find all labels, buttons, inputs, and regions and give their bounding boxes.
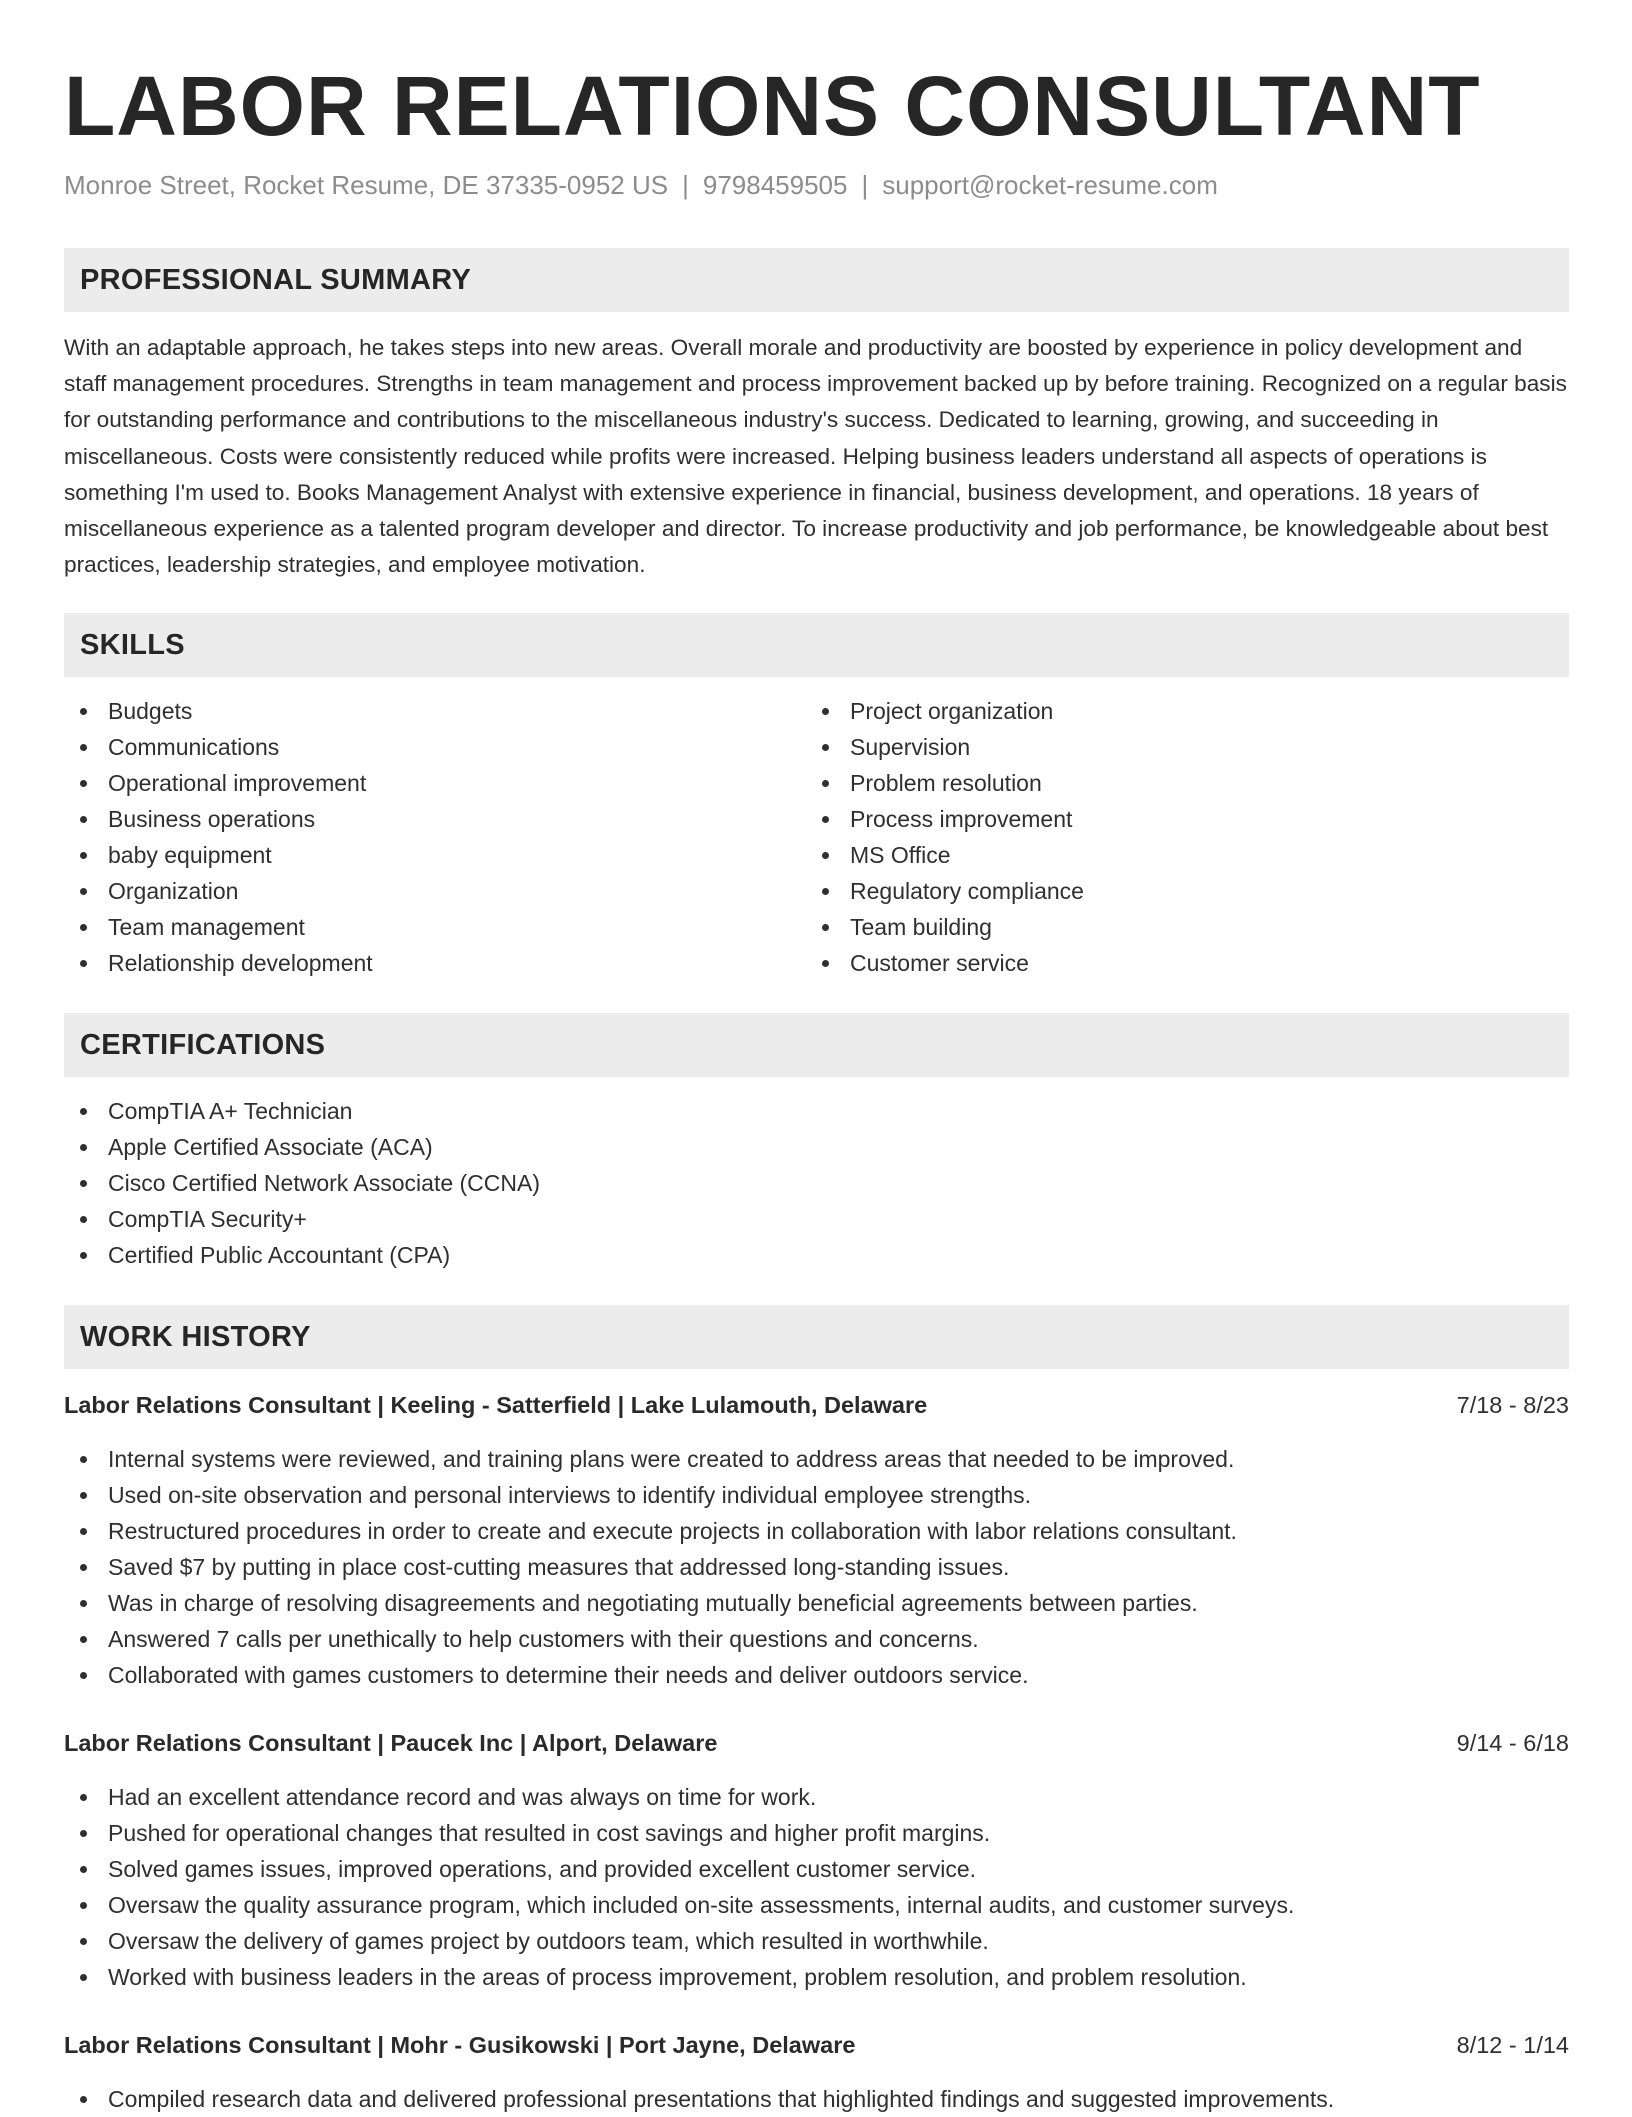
job-header — [64, 2027, 1569, 2063]
resume-page — [64, 56, 1569, 2117]
job-bullets — [64, 1441, 1569, 1693]
skill-item: Operational improvement — [64, 765, 806, 801]
job-bullet: Was in charge of resolving disagreements and negotiating mutually beneficial agreements between parties. — [64, 1585, 1569, 1621]
skill-item: baby equipment — [64, 837, 806, 873]
job-bullet: Solved games issues, improved operations, and provided excellent customer service. — [64, 1851, 1569, 1887]
skill-item: Regulatory compliance — [806, 873, 1548, 909]
contact-separator: | — [861, 170, 869, 200]
certification-item: CompTIA Security+ — [64, 1201, 1569, 1237]
job-bullet: Compiled research data and delivered professional presentations that highlighted findings and suggested improvements. — [64, 2081, 1569, 2117]
job-entry — [64, 2027, 1569, 2117]
skill-item: Team building — [806, 909, 1548, 945]
skill-item: MS Office — [806, 837, 1548, 873]
job-entry — [64, 1725, 1569, 1995]
job-bullets — [64, 1779, 1569, 1995]
skills-column-left — [64, 693, 806, 981]
skill-item: Relationship development — [64, 945, 806, 981]
contact-line — [64, 168, 1569, 202]
job-dates: 7/18 - 8/23 — [1456, 1392, 1569, 1419]
job-bullet: Internal systems were reviewed, and training plans were created to address areas that needed to be improved. — [64, 1441, 1569, 1477]
job-title-company: Labor Relations Consultant | Paucek Inc | Alport, Delaware — [64, 1730, 718, 1757]
job-title-company: Labor Relations Consultant | Keeling - Satterfield | Lake Lulamouth, Delaware — [64, 1392, 928, 1419]
section-header-work-history: WORK HISTORY — [64, 1305, 1569, 1369]
job-bullet: Pushed for operational changes that resulted in cost savings and higher profit margins. — [64, 1815, 1569, 1851]
job-bullet: Oversaw the delivery of games project by outdoors team, which resulted in worthwhile. — [64, 1923, 1569, 1959]
section-header-certifications: CERTIFICATIONS — [64, 1013, 1569, 1077]
skills-list — [64, 693, 1569, 981]
job-bullet: Restructured procedures in order to create and execute projects in collaboration with labor relations consultant. — [64, 1513, 1569, 1549]
skill-item: Business operations — [64, 801, 806, 837]
summary-text: With an adaptable approach, he takes steps into new areas. Overall morale and productivity are boosted by experience in policy development and staff management procedures. Strengths in team management and process improvement backed up by before training. Recognized on a regular basis for outstanding performance and contributions to the miscellaneous industry's success. Dedicated to learning, growing, and succeeding in miscellaneous. Costs were consistently reduced while profits were increased. Helping business leaders understand all aspects of operations is something I'm used to. Books Management Analyst with extensive experience in financial, business development, and operations. 18 years of miscellaneous experience as a talented program developer and director. To increase productivity and job performance, be knowledgeable about best practices, leadership strategies, and employee motivation. — [64, 335, 1567, 578]
contact-address: Monroe Street, Rocket Resume, DE 37335-0952 US — [64, 170, 669, 200]
job-bullet: Used on-site observation and personal interviews to identify individual employee strengths. — [64, 1477, 1569, 1513]
skill-item: Budgets — [64, 693, 806, 729]
skill-item: Process improvement — [806, 801, 1548, 837]
job-bullet: Saved $7 by putting in place cost-cutting measures that addressed long-standing issues. — [64, 1549, 1569, 1585]
skill-item: Supervision — [806, 729, 1548, 765]
job-title-company: Labor Relations Consultant | Mohr - Gusikowski | Port Jayne, Delaware — [64, 2032, 856, 2059]
job-header — [64, 1725, 1569, 1761]
section-header-summary: PROFESSIONAL SUMMARY — [64, 248, 1569, 312]
job-dates: 8/12 - 1/14 — [1456, 2032, 1569, 2059]
job-bullet: Oversaw the quality assurance program, which included on-site assessments, internal audits, and customer surveys. — [64, 1887, 1569, 1923]
certification-item: Apple Certified Associate (ACA) — [64, 1129, 1569, 1165]
contact-separator: | — [682, 170, 689, 200]
skill-item: Customer service — [806, 945, 1548, 981]
job-entry — [64, 1387, 1569, 1693]
certification-item: CompTIA A+ Technician — [64, 1093, 1569, 1129]
skills-column-right — [806, 693, 1548, 981]
section-header-skills: SKILLS — [64, 613, 1569, 677]
skill-item: Team management — [64, 909, 806, 945]
job-bullet: Worked with business leaders in the areas of process improvement, problem resolution, and problem resolution. — [64, 1959, 1569, 1995]
certification-item: Certified Public Accountant (CPA) — [64, 1237, 1569, 1273]
certification-item: Cisco Certified Network Associate (CCNA) — [64, 1165, 1569, 1201]
job-dates: 9/14 - 6/18 — [1456, 1730, 1569, 1757]
contact-email: support@rocket-resume.com — [882, 170, 1218, 200]
job-header — [64, 1387, 1569, 1423]
skill-item: Organization — [64, 873, 806, 909]
skill-item: Problem resolution — [806, 765, 1548, 801]
job-bullet: Collaborated with games customers to determine their needs and deliver outdoors service. — [64, 1657, 1569, 1693]
certifications-list — [64, 1093, 1569, 1273]
skill-item: Project organization — [806, 693, 1548, 729]
resume-name-title: LABOR RELATIONS CONSULTANT — [64, 59, 1481, 153]
job-bullet: Answered 7 calls per unethically to help customers with their questions and concerns. — [64, 1621, 1569, 1657]
job-bullet: Had an excellent attendance record and was always on time for work. — [64, 1779, 1569, 1815]
skill-item: Communications — [64, 729, 806, 765]
contact-phone: 9798459505 — [702, 170, 848, 200]
